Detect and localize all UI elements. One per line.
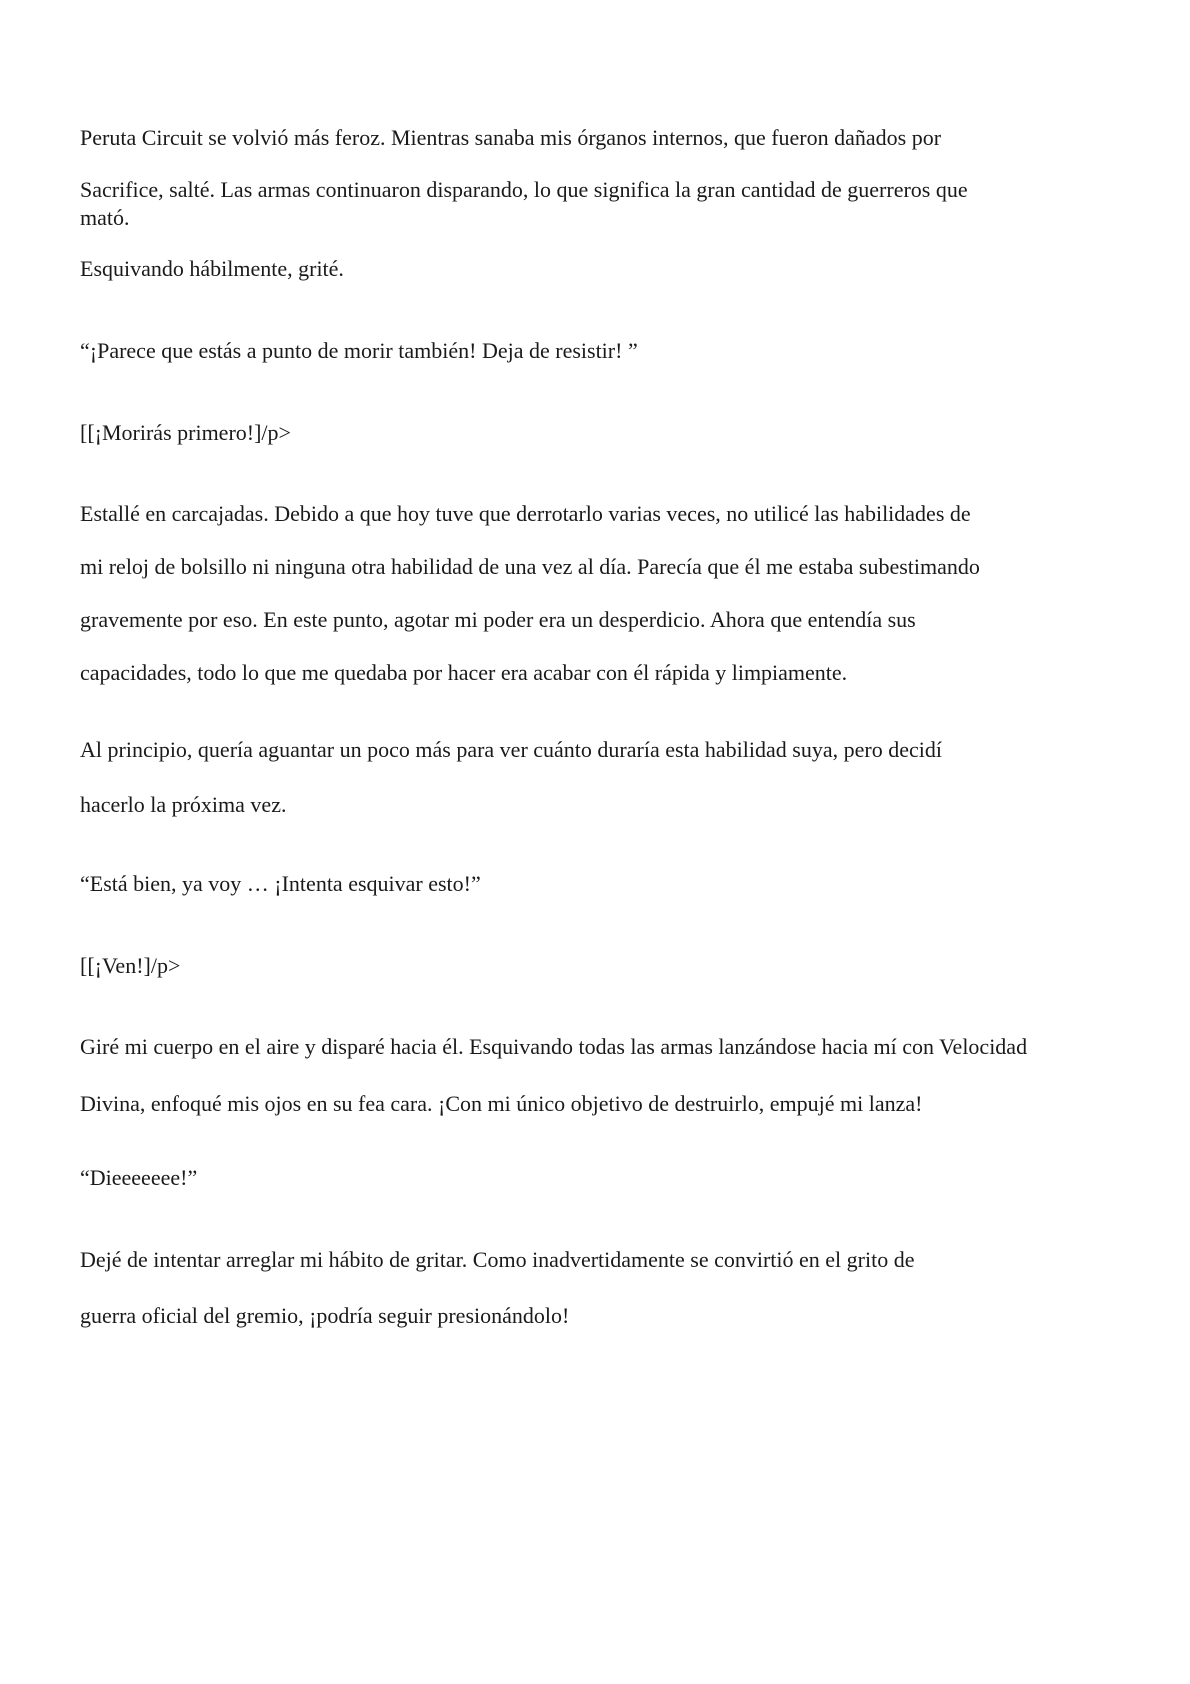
text-line: gravemente por eso. En este punto, agotar mi poder era un desperdicio. Ahora que entendía sus	[80, 607, 916, 632]
text-line: Al principio, quería aguantar un poco más para ver cuánto duraría esta habilidad suya, pero decidí	[80, 737, 942, 762]
text-line: Estallé en carcajadas. Debido a que hoy tuve que derrotarlo varias veces, no utilicé las habilidades de	[80, 501, 971, 526]
dialogue-line: “¡Parece que estás a punto de morir también! Deja de resistir! ”	[80, 338, 638, 363]
text-line: Divina, enfoqué mis ojos en su fea cara. ¡Con mi único objetivo de destruirlo, empujé mi lanza!	[80, 1091, 923, 1116]
text-line: Sacrifice, salté. Las armas continuaron disparando, lo que significa la gran cantidad de guerreros que	[80, 177, 968, 202]
text-line: mi reloj de bolsillo ni ninguna otra habilidad de una vez al día. Parecía que él me estaba subestimando	[80, 554, 980, 579]
dialogue-line: [[¡Morirás primero!]/p>	[80, 420, 291, 445]
text-line: mató.	[80, 205, 130, 230]
text-line: guerra oficial del gremio, ¡podría seguir presionándolo!	[80, 1303, 570, 1328]
text-line: Peruta Circuit se volvió más feroz. Mientras sanaba mis órganos internos, que fueron dañados por	[80, 125, 942, 150]
text-line: Dejé de intentar arreglar mi hábito de gritar. Como inadvertidamente se convirtió en el grito de	[80, 1247, 915, 1272]
text-line: capacidades, todo lo que me quedaba por hacer era acabar con él rápida y limpiamente.	[80, 660, 848, 685]
text-line: hacerlo la próxima vez.	[80, 792, 287, 817]
dialogue-line: “Dieeeeeee!”	[80, 1165, 198, 1190]
text-line: Esquivando hábilmente, grité.	[80, 256, 344, 281]
dialogue-line: “Está bien, ya voy … ¡Intenta esquivar esto!”	[80, 871, 481, 896]
dialogue-line: [[¡Ven!]/p>	[80, 953, 181, 978]
text-line: Giré mi cuerpo en el aire y disparé hacia él. Esquivando todas las armas lanzándose hacia mí con Velocidad	[80, 1034, 1028, 1059]
